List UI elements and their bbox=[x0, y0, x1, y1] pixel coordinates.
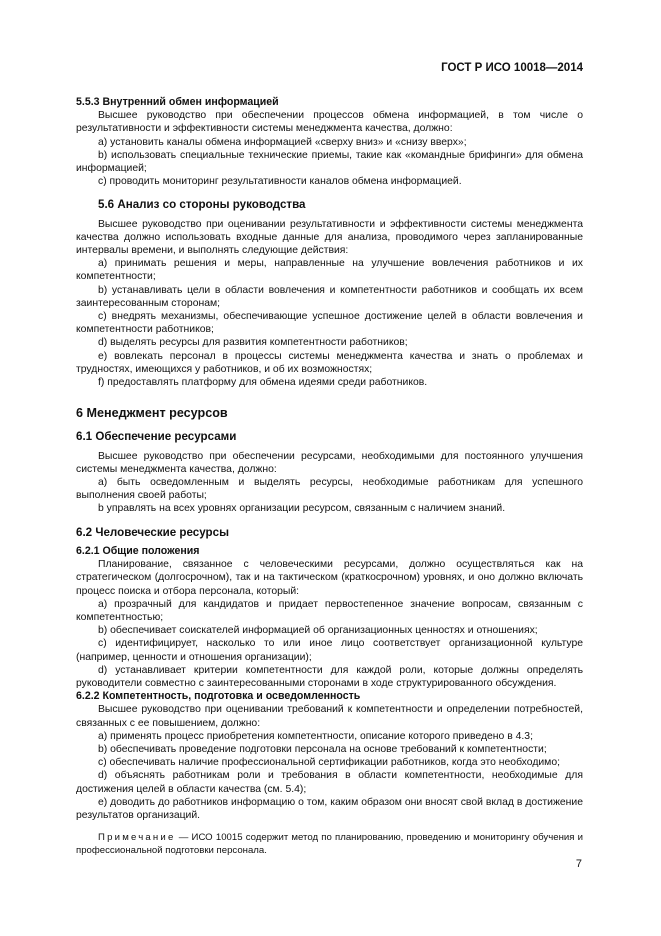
page-content bbox=[76, 96, 583, 857]
list-item: b управлять на всех уровнях организации ресурсом, связанным с наличием знаний. bbox=[98, 503, 506, 515]
chapter-heading-6: 6 Менеджмент ресурсов bbox=[76, 406, 228, 421]
note-label: Примечание bbox=[98, 832, 176, 844]
list-item: f) предоставлять платформу для обмена идеями среди работников. bbox=[98, 377, 428, 389]
paragraph: Высшее руководство при оценивании результативности и эффективности системы менеджмента качества должно использовать входные данные для анализа, проводимого через запланированные интервалы времени, и выполнять следующие действия: bbox=[76, 218, 583, 257]
paragraph: Планирование, связанное с человеческими ресурсами, должно осуществляться как на стратегическом (долгосрочном), так и на тактическом (краткосрочном) уровнях, и оно должно включать процесс поиска и отбора персонала, который: bbox=[76, 559, 583, 597]
section-heading-6-2-2: 6.2.2 Компетентность, подготовка и осведомленность bbox=[76, 690, 361, 703]
list-item: b) использовать специальные технические приемы, такие как «командные брифинги» для обмена информацией; bbox=[76, 149, 583, 175]
list-item: c) обеспечивать наличие профессиональной сертификации работников, когда это необходимо; bbox=[98, 757, 560, 769]
paragraph: Высшее руководство при оценивании требований к компетентности и определении потребностей, связанных с ее повышением, должно: bbox=[76, 704, 583, 729]
note-text: — ИСО 10015 содержит метод по планированию, проведению и мониторингу обучения и профессиональной подготовки персонала. bbox=[76, 832, 583, 856]
standard-code-header: ГОСТ Р ИСО 10018—2014 bbox=[441, 62, 583, 74]
list-item: b) обеспечивать проведение подготовки персонала на основе требований к компетентности; bbox=[98, 743, 547, 755]
section-heading-5-5-3: 5.5.3 Внутренний обмен информацией bbox=[76, 96, 279, 108]
list-item: e) вовлекать персонал в процессы системы менеджмента качества и знать о проблемах и трудностях, имеющихся у работников, и об их возможностях; bbox=[76, 350, 583, 375]
list-item: a) быть осведомленным и выделять ресурсы, необходимые работникам для успешного выполнения своей работы; bbox=[76, 477, 583, 502]
paragraph: Высшее руководство при обеспечении ресурсами, необходимыми для постоянного улучшения системы менеджмента качества, должно: bbox=[76, 450, 583, 475]
list-item: b) обеспечивает соискателей информацией об организационных ценностях и отношениях; bbox=[98, 625, 538, 637]
list-item: d) устанавливает критерии компетентности для каждой роли, которые должны определять руководители совместно с заинтересованными сторонами в ходе структурированного обсуждения. bbox=[76, 664, 583, 689]
list-item: e) доводить до работников информацию о том, каким образом они вносят свой вклад в достижение результатов организаций. bbox=[76, 796, 583, 821]
section-heading-6-1: 6.1 Обеспечение ресурсами bbox=[76, 430, 237, 444]
section-heading-6-2: 6.2 Человеческие ресурсы bbox=[76, 525, 229, 539]
list-item: a) прозрачный для кандидатов и придает первостепенное значение вопросам, связанным с компетентностью; bbox=[76, 598, 583, 623]
list-item: d) выделять ресурсы для развития компетентности работников; bbox=[98, 337, 408, 349]
list-item: c) проводить мониторинг результативности каналов обмена информацией. bbox=[98, 176, 462, 188]
paragraph: Высшее руководство при обеспечении процессов обмена информацией, в том числе о результативности и эффективности системы менеджмента качества, должно: bbox=[76, 110, 583, 135]
list-item: d) объяснять работникам роли и требования в области компетентности, необходимые для достижения целей в области качества (см. 5.4); bbox=[76, 770, 583, 795]
section-heading-6-2-1: 6.2.1 Общие положения bbox=[76, 544, 200, 557]
note-paragraph bbox=[76, 832, 583, 857]
page-number: 7 bbox=[575, 858, 582, 870]
list-item: c) внедрять механизмы, обеспечивающие успешное достижение целей в области вовлечения и компетентности работников; bbox=[76, 311, 583, 336]
list-item: c) идентифицирует, насколько то или иное лицо соответствует организационной культуре (например, ценности и отношения организации); bbox=[76, 638, 583, 663]
list-item: b) устанавливать цели в области вовлечения и компетентности работников и сообщать их всем заинтересованным сторонам; bbox=[76, 284, 583, 309]
list-item: a) установить каналы обмена информацией «сверху вниз» и «снизу вверх»; bbox=[98, 136, 467, 148]
list-item: a) применять процесс приобретения компетентности, описание которого приведено в 4.3; bbox=[98, 730, 533, 742]
section-heading-5-6: 5.6 Анализ со стороны руководства bbox=[98, 198, 306, 212]
list-item: a) принимать решения и меры, направленные на улучшение вовлечения работников и их компетентности; bbox=[76, 258, 583, 283]
